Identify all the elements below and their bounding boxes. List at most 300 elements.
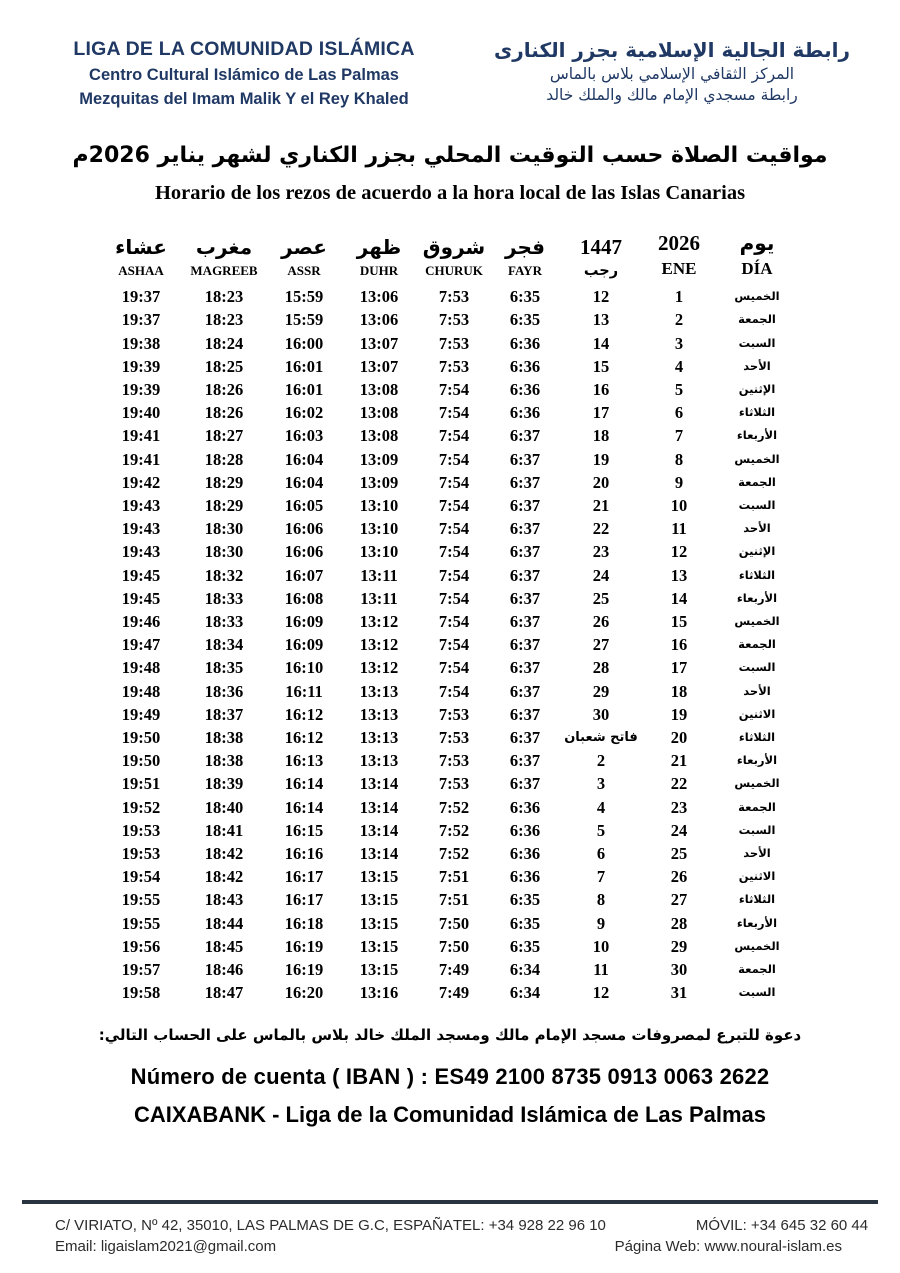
cell-assr: 16:18: [284, 913, 324, 933]
cell-magreeb: 18:28: [204, 449, 244, 469]
cell-churuk: 7:49: [438, 983, 470, 1003]
cell-ene: 28: [670, 913, 688, 933]
column-header-magreeb: مغرب MAGREEB: [190, 235, 258, 279]
document-subtitle-spanish: Horario de los rezos de acuerdo a la hora local de las Islas Canarias: [154, 182, 746, 204]
cell-duhr: 13:15: [359, 936, 399, 956]
cell-assr: 16:05: [284, 495, 324, 515]
table-row: [100, 796, 800, 819]
org-center-arabic: المركز الثقافي الإسلامي بلاس بالماس: [549, 65, 795, 83]
cell-hijri: 27: [592, 635, 610, 655]
cell-fayr: 6:37: [509, 681, 541, 701]
cell-duhr: 13:09: [359, 449, 399, 469]
table-row: [100, 471, 800, 494]
cell-duhr: 13:14: [359, 797, 399, 817]
cell-dia: الخميس: [734, 776, 780, 791]
cell-ashaa: 19:53: [121, 844, 161, 864]
cell-duhr: 13:15: [359, 890, 399, 910]
cell-ene: 15: [670, 611, 688, 631]
cell-ene: 9: [674, 472, 684, 492]
cell-hijri: 21: [592, 495, 610, 515]
cell-ene: 29: [670, 936, 688, 956]
org-name-spanish-block: [34, 38, 454, 109]
cell-magreeb: 18:35: [204, 658, 244, 678]
cell-churuk: 7:54: [438, 495, 470, 515]
cell-ene: 19: [670, 704, 688, 724]
cell-ashaa: 19:45: [121, 588, 161, 608]
cell-assr: 16:19: [284, 936, 324, 956]
cell-ashaa: 19:50: [121, 751, 161, 771]
cell-dia: الاثنين: [738, 869, 776, 884]
cell-ene: 13: [670, 565, 688, 585]
cell-duhr: 13:09: [359, 472, 399, 492]
cell-ene: 1: [674, 287, 684, 307]
cell-assr: 16:02: [284, 403, 324, 423]
cell-churuk: 7:53: [438, 333, 470, 353]
cell-churuk: 7:54: [438, 588, 470, 608]
cell-fayr: 6:36: [509, 867, 541, 887]
cell-hijri: 28: [592, 658, 610, 678]
cell-ene: 8: [674, 449, 684, 469]
cell-fayr: 6:34: [509, 960, 541, 980]
cell-fayr: 6:37: [509, 495, 541, 515]
org-mosques-arabic: رابطة مسجدي الإمام مالك والملك خالد: [546, 86, 798, 104]
column-header-hijri: 1447 رجب: [580, 235, 622, 280]
cell-churuk: 7:54: [438, 565, 470, 585]
cell-churuk: 7:50: [438, 936, 470, 956]
cell-hijri: 6: [596, 844, 606, 864]
cell-fayr: 6:37: [509, 658, 541, 678]
cell-dia: الجمعة: [738, 799, 776, 814]
cell-churuk: 7:51: [438, 890, 470, 910]
cell-hijri: 2: [596, 751, 606, 771]
cell-fayr: 6:36: [509, 356, 541, 376]
cell-churuk: 7:53: [438, 287, 470, 307]
cell-ene: 20: [670, 728, 688, 747]
cell-ashaa: 19:54: [121, 867, 161, 887]
column-header-dia: يوم DÍA: [739, 231, 775, 279]
cell-dia: الأحد: [743, 846, 771, 861]
cell-ashaa: 19:48: [121, 681, 161, 701]
cell-fayr: 6:35: [509, 913, 541, 933]
table-row: [100, 401, 800, 424]
cell-fayr: 6:35: [509, 310, 541, 330]
bank-line: CAIXABANK - Liga de la Comunidad Islámica de Las Palmas: [133, 1102, 767, 1128]
cell-dia: الجمعة: [738, 637, 776, 652]
table-header-row: [100, 231, 800, 285]
cell-fayr: 6:37: [509, 751, 541, 771]
mobile: MÓVIL: +34 645 32 60 44: [695, 1217, 869, 1234]
cell-assr: 16:14: [284, 797, 324, 817]
email-link[interactable]: Email: ligaislam2021@gmail.com: [55, 1238, 277, 1255]
cell-fayr: 6:36: [509, 797, 541, 817]
cell-dia: الثلاثاء: [738, 892, 776, 907]
column-header-churuk: شروق CHURUK: [422, 235, 486, 279]
cell-hijri: 11: [593, 960, 609, 980]
cell-fayr: 6:34: [509, 983, 541, 1003]
column-header-ashaa: عشاء ASHAA: [115, 235, 167, 279]
cell-hijri: 12: [592, 287, 610, 307]
cell-fayr: 6:37: [509, 588, 541, 608]
table-row: [100, 633, 800, 656]
table-row: [100, 355, 800, 378]
cell-ashaa: 19:39: [121, 379, 161, 399]
cell-dia: الأربعاء: [736, 590, 778, 605]
cell-hijri: 16: [592, 379, 610, 399]
cell-assr: 16:19: [284, 960, 324, 980]
table-row: [100, 726, 800, 749]
cell-dia: الخميس: [734, 613, 780, 628]
cell-churuk: 7:51: [438, 867, 470, 887]
cell-ashaa: 19:43: [121, 495, 161, 515]
cell-dia: الأحد: [743, 683, 771, 698]
cell-duhr: 13:16: [359, 983, 399, 1003]
cell-assr: 16:15: [284, 820, 324, 840]
website-link[interactable]: Página Web: www.noural-islam.es: [614, 1238, 842, 1255]
cell-hijri: 13: [592, 310, 610, 330]
table-row: [100, 819, 800, 842]
cell-duhr: 13:13: [359, 681, 399, 701]
table-row: [100, 935, 800, 958]
cell-dia: الأربعاء: [736, 753, 778, 768]
cell-assr: 16:09: [284, 611, 324, 631]
cell-churuk: 7:53: [438, 704, 470, 724]
table-row: [100, 680, 800, 703]
cell-dia: الأحد: [743, 358, 771, 373]
cell-magreeb: 18:25: [204, 356, 244, 376]
cell-assr: 16:16: [284, 844, 324, 864]
cell-fayr: 6:37: [509, 774, 541, 794]
table-row: [100, 981, 800, 1004]
cell-duhr: 13:14: [359, 774, 399, 794]
cell-magreeb: 18:39: [204, 774, 244, 794]
cell-assr: 16:10: [284, 658, 324, 678]
cell-duhr: 13:13: [359, 728, 399, 747]
cell-ashaa: 19:42: [121, 472, 161, 492]
cell-magreeb: 18:26: [204, 403, 244, 423]
cell-magreeb: 18:40: [204, 797, 244, 817]
cell-dia: السبت: [738, 985, 776, 1000]
column-header-fayr: فجر FAYR: [505, 235, 545, 279]
cell-fayr: 6:35: [509, 287, 541, 307]
cell-hijri: 14: [592, 333, 610, 353]
table-row: [100, 540, 800, 563]
cell-ashaa: 19:43: [121, 519, 161, 539]
cell-hijri: 12: [592, 983, 610, 1003]
cell-hijri: 18: [592, 426, 610, 446]
cell-ene: 23: [670, 797, 688, 817]
cell-assr: 16:20: [284, 983, 324, 1003]
cell-ashaa: 19:57: [121, 960, 161, 980]
contact-footer: [55, 1213, 869, 1255]
cell-ashaa: 19:55: [121, 913, 161, 933]
cell-churuk: 7:52: [438, 844, 470, 864]
cell-churuk: 7:54: [438, 611, 470, 631]
cell-hijri: 7: [596, 867, 606, 887]
column-header-ene: 2026 ENE: [658, 231, 700, 279]
cell-assr: 16:12: [284, 704, 324, 724]
cell-churuk: 7:53: [438, 774, 470, 794]
cell-ene: 14: [670, 588, 688, 608]
cell-hijri: 26: [592, 611, 610, 631]
cell-fayr: 6:36: [509, 844, 541, 864]
cell-duhr: 13:10: [359, 542, 399, 562]
cell-ene: 30: [670, 960, 688, 980]
cell-duhr: 13:13: [359, 751, 399, 771]
cell-dia: السبت: [738, 497, 776, 512]
table-row: [100, 865, 800, 888]
address: C/ VIRIATO, Nº 42, 35010, LAS PALMAS DE G.C, ESPAÑA: [55, 1217, 453, 1234]
cell-churuk: 7:54: [438, 658, 470, 678]
cell-magreeb: 18:45: [204, 936, 244, 956]
cell-churuk: 7:53: [438, 751, 470, 771]
cell-magreeb: 18:23: [204, 310, 244, 330]
cell-dia: السبت: [738, 335, 776, 350]
cell-assr: 15:59: [284, 287, 324, 307]
cell-ashaa: 19:43: [121, 542, 161, 562]
cell-dia: السبت: [738, 660, 776, 675]
cell-ashaa: 19:46: [121, 611, 161, 631]
table-row: [100, 517, 800, 540]
cell-magreeb: 18:34: [204, 635, 244, 655]
table-row: [100, 703, 800, 726]
cell-magreeb: 18:42: [204, 867, 244, 887]
cell-churuk: 7:49: [438, 960, 470, 980]
cell-duhr: 13:15: [359, 960, 399, 980]
cell-hijri: 23: [592, 542, 610, 562]
cell-hijri: 10: [592, 936, 610, 956]
cell-churuk: 7:54: [438, 635, 470, 655]
phone: TEL: +34 928 22 96 10: [452, 1217, 606, 1234]
cell-duhr: 13:10: [359, 519, 399, 539]
cell-hijri: 19: [592, 449, 610, 469]
cell-assr: 16:17: [284, 867, 324, 887]
document-title-arabic: مواقيت الصلاة حسب التوقيت المحلي بجزر الكناري لشهر يناير 2026م: [72, 143, 828, 168]
cell-duhr: 13:13: [359, 704, 399, 724]
cell-dia: الخميس: [734, 451, 780, 466]
letterhead: [0, 0, 900, 109]
table-row: [100, 332, 800, 355]
donation-invite-arabic: دعوة للتبرع لمصروفات مسجد الإمام مالك ومسجد الملك خالد بلاس بالماس على الحساب التالي:: [98, 1026, 802, 1045]
cell-dia: الجمعة: [738, 474, 776, 489]
cell-dia: الخميس: [734, 938, 780, 953]
cell-fayr: 6:35: [509, 890, 541, 910]
cell-duhr: 13:14: [359, 844, 399, 864]
cell-magreeb: 18:33: [204, 611, 244, 631]
cell-magreeb: 18:29: [204, 472, 244, 492]
cell-churuk: 7:54: [438, 403, 470, 423]
cell-hijri: 15: [592, 356, 610, 376]
cell-fayr: 6:37: [509, 426, 541, 446]
cell-magreeb: 18:32: [204, 565, 244, 585]
table-row: [100, 749, 800, 772]
cell-dia: الجمعة: [738, 312, 776, 327]
cell-assr: 16:11: [285, 681, 323, 701]
cell-ene: 6: [674, 403, 684, 423]
cell-magreeb: 18:38: [204, 751, 244, 771]
cell-dia: الجمعة: [738, 962, 776, 977]
cell-ashaa: 19:51: [121, 774, 161, 794]
cell-assr: 16:07: [284, 565, 324, 585]
table-row: [100, 494, 800, 517]
cell-assr: 16:01: [284, 379, 324, 399]
cell-ene: 22: [670, 774, 688, 794]
cell-assr: 16:03: [284, 426, 324, 446]
cell-fayr: 6:37: [509, 704, 541, 724]
cell-assr: 16:12: [284, 728, 324, 747]
table-row: [100, 842, 800, 865]
cell-magreeb: 18:30: [204, 519, 244, 539]
cell-magreeb: 18:27: [204, 426, 244, 446]
cell-ene: 31: [670, 983, 688, 1003]
cell-dia: الثلاثاء: [738, 405, 776, 420]
cell-ashaa: 19:56: [121, 936, 161, 956]
cell-fayr: 6:36: [509, 333, 541, 353]
table-row: [100, 912, 800, 935]
cell-magreeb: 18:41: [204, 820, 244, 840]
cell-ashaa: 19:58: [121, 983, 161, 1003]
cell-ene: 18: [670, 681, 688, 701]
cell-duhr: 13:08: [359, 426, 399, 446]
cell-dia: الاثنين: [738, 706, 776, 721]
cell-ashaa: 19:40: [121, 403, 161, 423]
cell-hijri: 4: [596, 797, 606, 817]
cell-assr: 16:01: [284, 356, 324, 376]
cell-fayr: 6:37: [509, 728, 541, 747]
cell-fayr: 6:37: [509, 635, 541, 655]
cell-duhr: 13:15: [359, 913, 399, 933]
cell-hijri: 30: [592, 704, 610, 724]
cell-churuk: 7:52: [438, 797, 470, 817]
cell-ashaa: 19:49: [121, 704, 161, 724]
cell-magreeb: 18:38: [204, 728, 244, 747]
cell-churuk: 7:54: [438, 472, 470, 492]
cell-churuk: 7:53: [438, 310, 470, 330]
contact-row-2: [55, 1238, 842, 1255]
cell-duhr: 13:12: [359, 658, 399, 678]
cell-magreeb: 18:47: [204, 983, 244, 1003]
table-row: [100, 772, 800, 795]
cell-hijri: 17: [592, 403, 610, 423]
cell-ene: 25: [670, 844, 688, 864]
footer-divider: [22, 1200, 878, 1204]
cell-churuk: 7:53: [438, 356, 470, 376]
cell-fayr: 6:36: [509, 403, 541, 423]
cell-duhr: 13:07: [359, 356, 399, 376]
cell-churuk: 7:54: [438, 519, 470, 539]
table-row: [100, 285, 800, 308]
table-row: [100, 424, 800, 447]
column-header-assr: عصر ASSR: [281, 235, 327, 279]
cell-duhr: 13:14: [359, 820, 399, 840]
cell-ashaa: 19:45: [121, 565, 161, 585]
table-row: [100, 448, 800, 471]
cell-fayr: 6:37: [509, 542, 541, 562]
cell-assr: 16:06: [284, 519, 324, 539]
prayer-times-table: [100, 231, 800, 1004]
cell-magreeb: 18:29: [204, 495, 244, 515]
cell-duhr: 13:12: [359, 635, 399, 655]
cell-magreeb: 18:24: [204, 333, 244, 353]
cell-dia: الإثنين: [738, 544, 776, 559]
cell-duhr: 13:06: [359, 287, 399, 307]
column-header-duhr: ظهر DUHR: [356, 235, 402, 279]
cell-dia: الخميس: [734, 289, 780, 304]
cell-duhr: 13:06: [359, 310, 399, 330]
org-name-spanish: LIGA DE LA COMUNIDAD ISLÁMICA: [73, 38, 415, 60]
cell-assr: 16:17: [284, 890, 324, 910]
cell-dia: الإثنين: [738, 381, 776, 396]
cell-fayr: 6:37: [509, 472, 541, 492]
org-mosques-spanish: Mezquitas del Imam Malik Y el Rey Khaled: [79, 90, 409, 108]
cell-ashaa: 19:41: [121, 426, 161, 446]
table-row: [100, 656, 800, 679]
table-row: [100, 308, 800, 331]
cell-ene: 10: [670, 495, 688, 515]
cell-fayr: 6:37: [509, 519, 541, 539]
cell-fayr: 6:36: [509, 820, 541, 840]
cell-ene: 12: [670, 542, 688, 562]
cell-dia: السبت: [738, 822, 776, 837]
cell-fayr: 6:37: [509, 611, 541, 631]
cell-ene: 7: [674, 426, 684, 446]
cell-assr: 16:14: [284, 774, 324, 794]
cell-fayr: 6:35: [509, 936, 541, 956]
table-row: [100, 888, 800, 911]
cell-hijri: فاتح شعبان: [564, 730, 638, 745]
cell-ene: 3: [674, 333, 684, 353]
cell-dia: الأربعاء: [736, 915, 778, 930]
cell-dia: الثلاثاء: [738, 567, 776, 582]
cell-churuk: 7:50: [438, 913, 470, 933]
cell-duhr: 13:08: [359, 379, 399, 399]
cell-ashaa: 19:37: [121, 310, 161, 330]
cell-duhr: 13:07: [359, 333, 399, 353]
cell-ashaa: 19:48: [121, 658, 161, 678]
cell-dia: الأحد: [743, 521, 771, 536]
org-name-arabic: رابطة الجالية الإسلامية بجزر الكنارى: [493, 38, 851, 62]
cell-magreeb: 18:33: [204, 588, 244, 608]
table-row: [100, 958, 800, 981]
cell-dia: الأربعاء: [736, 428, 778, 443]
cell-churuk: 7:54: [438, 542, 470, 562]
cell-churuk: 7:54: [438, 681, 470, 701]
cell-ene: 17: [670, 658, 688, 678]
cell-fayr: 6:36: [509, 379, 541, 399]
cell-assr: 15:59: [284, 310, 324, 330]
cell-fayr: 6:37: [509, 449, 541, 469]
cell-hijri: 22: [592, 519, 610, 539]
cell-duhr: 13:10: [359, 495, 399, 515]
table-row: [100, 587, 800, 610]
cell-churuk: 7:54: [438, 449, 470, 469]
cell-churuk: 7:54: [438, 426, 470, 446]
cell-assr: 16:00: [284, 333, 324, 353]
cell-assr: 16:13: [284, 751, 324, 771]
table-row: [100, 378, 800, 401]
cell-assr: 16:04: [284, 449, 324, 469]
cell-magreeb: 18:26: [204, 379, 244, 399]
cell-ene: 21: [670, 751, 688, 771]
cell-ashaa: 19:52: [121, 797, 161, 817]
cell-churuk: 7:52: [438, 820, 470, 840]
cell-ashaa: 19:55: [121, 890, 161, 910]
cell-ene: 4: [674, 356, 684, 376]
cell-ene: 5: [674, 379, 684, 399]
cell-hijri: 5: [596, 820, 606, 840]
cell-duhr: 13:11: [360, 565, 398, 585]
cell-duhr: 13:15: [359, 867, 399, 887]
cell-fayr: 6:37: [509, 565, 541, 585]
